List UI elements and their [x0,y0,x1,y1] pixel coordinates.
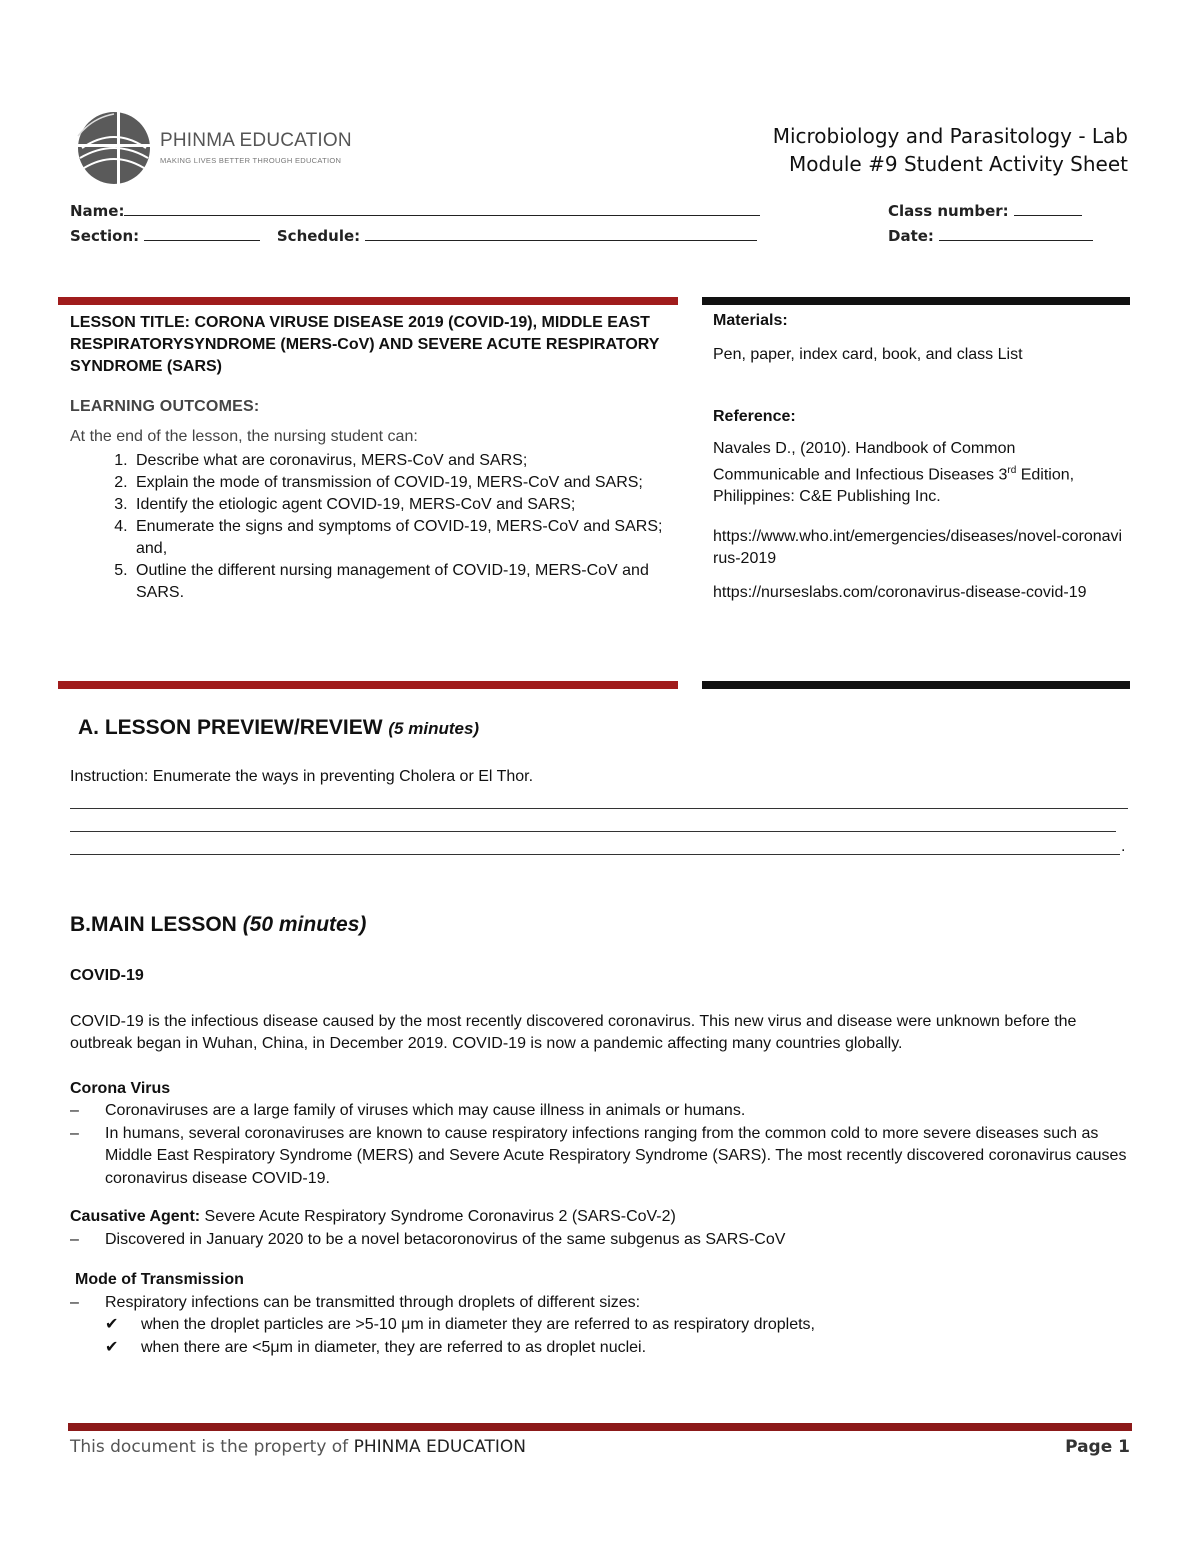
list-item [105,1337,1130,1360]
section-b-title: B.MAIN LESSON [70,913,237,936]
causative-agent-list [70,1229,1130,1252]
name-label: Name: [70,202,125,220]
reference-heading: Reference: [713,408,796,425]
mode-of-transmission-heading: Mode of Transmission [75,1271,244,1288]
answer-end-period: . [1121,838,1126,855]
list-item-text: In humans, several coronaviruses are known to cause respiratory infections ranging from the common cold to more severe diseases such as Middle East Respiratory Syndrome (MERS) and Severe Acute Respiratory Syndrome (SARS). The most recently discovered coronavirus causes coronavirus disease COVID-19. [105,1124,1127,1187]
section-a-minutes: (5 minutes) [388,719,480,738]
mode-of-transmission-list [70,1292,1130,1315]
list-item-text: when the droplet particles are >5-10 μm in diameter they are referred to as respiratory droplets, [141,1316,815,1333]
footer-property-note [70,1437,526,1457]
logo-brand: PHINMA EDUCATION [160,130,352,151]
answer-line-1[interactable] [70,808,1128,809]
lesson-title: LESSON TITLE: CORONA VIRUSE DISEASE 2019 (COVID-19), MIDDLE EAST RESPIRATORYSYNDROME (MERS-CoV) AND SEVERE ACUTE RESPIRATORY SYNDROME (SARS) [70,314,660,375]
list-item [70,1229,1130,1252]
dash-bullet: – [70,1102,79,1119]
learning-outcome-item: 1. Describe what are coronavirus, MERS-CoV and SARS; [132,450,670,472]
footer-prefix: This document is the property of [70,1437,354,1457]
list-item [70,1100,1130,1123]
answer-line-2[interactable] [70,831,1116,832]
document-title [773,122,1128,178]
list-item [105,1314,1130,1337]
name-blank[interactable] [124,201,760,216]
list-item-text: Respiratory infections can be transmitted through droplets of different sizes: [105,1293,641,1311]
causative-agent-label: Causative Agent: [70,1208,201,1225]
main-lesson-body [70,965,1130,1359]
section-field [70,226,757,245]
dash-bullet: – [70,1124,79,1142]
materials-text: Pen, paper, index card, book, and class List [713,346,1023,363]
covid-paragraph: COVID-19 is the infectious disease caused by the most recently discovered coronavirus. This new virus and disease were unknown before the outbreak began in Wuhan, China, in December 2019. COVID-19 is now a pandemic affecting many countries globally. [70,1012,1077,1052]
learning-outcomes-heading: LEARNING OUTCOMES: [70,398,260,415]
footer-bar [68,1423,1132,1431]
reference-book-edition: Edition, Philippines: C&E Publishing Inc. [713,466,1075,506]
materials-box-top-bar [702,297,1130,305]
materials-reference-box [713,310,1123,604]
reference-link-who[interactable]: https://www.who.int/emergencies/diseases/novel-coronavirus-2019 [713,528,1123,568]
learning-outcomes-list [70,450,670,604]
date-field [888,226,1093,245]
materials-heading: Materials: [713,312,788,329]
list-item-text: when there are <5μm in diameter, they are referred to as droplet nuclei. [141,1338,647,1356]
learning-outcome-item: 5. Outline the different nursing management of COVID-19, MERS-CoV and SARS. [132,560,670,604]
lesson-box-top-bar [58,297,678,305]
dash-bullet: – [70,1230,79,1248]
section-label: Section: [70,227,140,245]
causative-agent [70,1206,1130,1229]
covid-heading: COVID-19 [70,967,144,984]
reference-book-superscript: rd [1007,465,1017,476]
document-title-line2: Module #9 Student Activity Sheet [789,152,1128,176]
reference-book [713,438,1123,508]
answer-line-3[interactable] [70,854,1120,855]
date-label: Date: [888,227,934,245]
learning-outcome-item: 4. Enumerate the signs and symptoms of COVID-19, MERS-CoV and SARS; and, [132,516,670,560]
section-b-heading [70,913,366,937]
list-item [70,1292,1130,1315]
name-field [70,201,760,220]
page-number: Page 1 [1065,1437,1130,1457]
section-a-heading [78,716,479,740]
schedule-blank[interactable] [365,226,757,241]
class-number-field [888,201,1082,220]
check-icon: ✔ [105,1316,119,1333]
droplet-size-list [70,1314,1130,1359]
logo-tagline: MAKING LIVES BETTER THROUGH EDUCATION [160,156,342,165]
schedule-label: Schedule: [276,227,361,245]
class-number-blank[interactable] [1014,201,1082,216]
section-a-title: A. LESSON PREVIEW/REVIEW [78,716,383,739]
list-item [70,1123,1130,1191]
reference-link-nurseslabs[interactable]: https://nurseslabs.com/coronavirus-disease-covid-19 [713,584,1087,602]
learning-outcome-item: 2. Explain the mode of transmission of COVID-19, MERS-CoV and SARS; [132,472,670,494]
section-b-minutes: (50 minutes) [242,913,367,936]
section-blank[interactable] [144,226,260,241]
check-icon: ✔ [105,1338,119,1356]
list-item-text: Discovered in January 2020 to be a novel betacoronovirus of the same subgenus as SARS-CoV [105,1230,786,1248]
lesson-box-bottom-bar [58,681,678,689]
phinma-globe-icon [72,108,156,188]
date-blank[interactable] [939,226,1093,241]
lesson-box [70,312,670,604]
footer-owner: PHINMA EDUCATION [353,1437,526,1457]
phinma-logo [72,108,352,188]
learning-outcomes-intro: At the end of the lesson, the nursing student can: [70,428,418,445]
reference-book-text: Navales D., (2010). Handbook of Common Communicable and Infectious Diseases 3 [713,440,1016,484]
corona-virus-heading: Corona Virus [70,1079,171,1097]
causative-agent-text: Severe Acute Respiratory Syndrome Coronavirus 2 (SARS-CoV-2) [200,1208,676,1225]
learning-outcome-item: 3. Identify the etiologic agent COVID-19, MERS-CoV and SARS; [132,494,670,516]
dash-bullet: – [70,1293,79,1311]
materials-box-bottom-bar [702,681,1130,689]
section-a-instruction: Instruction: Enumerate the ways in preventing Cholera or El Thor. [70,768,534,785]
corona-virus-list [70,1100,1130,1190]
list-item-text: Coronaviruses are a large family of viruses which may cause illness in animals or humans. [105,1102,746,1119]
document-title-line1: Microbiology and Parasitology - Lab [772,124,1128,148]
class-number-label: Class number: [888,202,1009,220]
